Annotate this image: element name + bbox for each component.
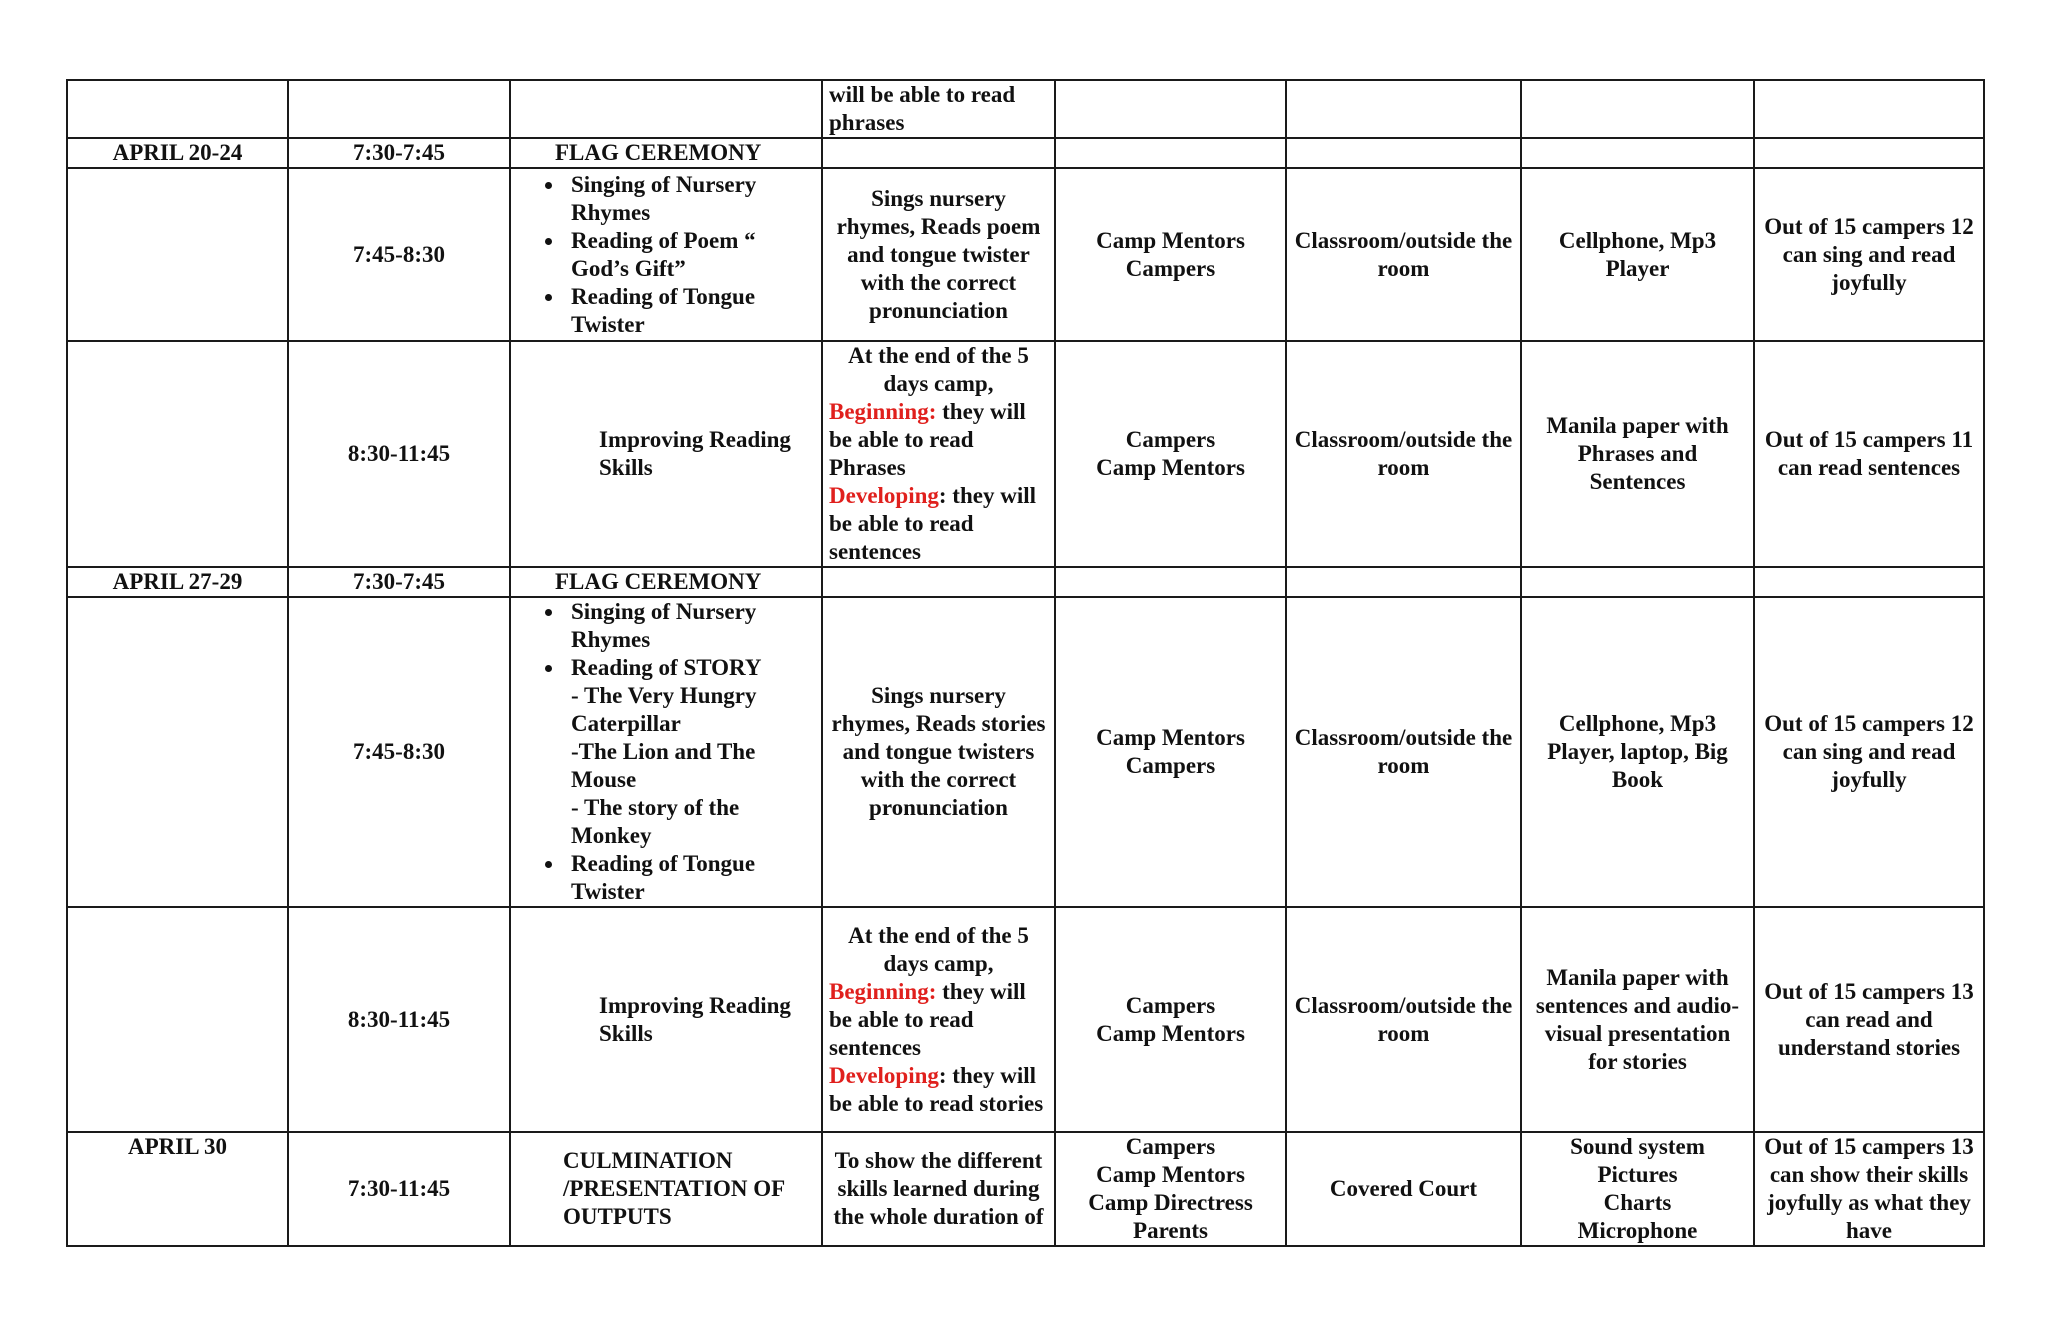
person-line: Campers: [1125, 992, 1216, 1018]
time-cell: 7:45-8:30: [288, 168, 510, 341]
venue-cell: [1286, 341, 1521, 567]
time-cell: 7:30-7:45: [288, 138, 510, 168]
activity-item: [565, 283, 815, 339]
objective-text: they will be able to read Phrases: [829, 399, 1026, 480]
objective-text: : they will be able to read sentences: [829, 483, 1036, 564]
time-cell: 8:30-11:45: [288, 907, 510, 1132]
time-cell: 7:45-8:30: [288, 597, 510, 907]
person-line: Camp Mentors: [1096, 725, 1245, 750]
story-title: - The Very Hungry Caterpillar: [571, 683, 757, 736]
schedule-row: [67, 1132, 1984, 1246]
resource-line: Cellphone, Mp3 Player, laptop, Big Book: [1547, 711, 1728, 792]
resources-cell: [1521, 567, 1754, 597]
schedule-body: [67, 80, 1984, 1246]
remark-text: Out of 15 campers 13 can read and understand stories: [1764, 978, 1974, 1060]
schedule-table: [66, 79, 1985, 1247]
objective-cell: [822, 597, 1055, 907]
venue-text: Classroom/outside the room: [1294, 992, 1513, 1046]
persons-cell: [1055, 80, 1286, 138]
objective-text: : they will be able to read stories: [829, 1062, 1044, 1116]
schedule-row: [67, 907, 1984, 1132]
story-title: - The story of the Monkey: [571, 795, 740, 848]
objective-cell: [822, 168, 1055, 341]
objective-text: At the end of the 5 days camp,: [848, 343, 1029, 396]
level-label: Developing: [829, 483, 939, 508]
remark-text: Out of 15 campers 11 can read sentences: [1764, 427, 1974, 480]
person-line: Camp Mentors: [1096, 227, 1245, 253]
persons-cell: [1055, 597, 1286, 907]
resource-line: Charts: [1603, 1190, 1672, 1215]
remark-text: Out of 15 campers 12 can sing and read joyfully: [1764, 711, 1974, 792]
venue-text: Classroom/outside the room: [1294, 227, 1513, 281]
objective-cell: [822, 567, 1055, 597]
date-cell: APRIL 27-29: [67, 567, 288, 597]
activity-text: Improving Reading Skills: [599, 992, 791, 1046]
activity-item-text: Singing of Nursery Rhymes: [571, 171, 757, 225]
schedule-row: [67, 567, 1984, 597]
venue-cell: [1286, 1132, 1521, 1246]
objective-cell: [822, 341, 1055, 567]
remarks-cell: [1754, 1132, 1984, 1246]
resource-line: Pictures: [1597, 1162, 1678, 1187]
activity-item: [565, 850, 815, 906]
remarks-cell: [1754, 597, 1984, 907]
person-line: Campers: [1125, 255, 1216, 281]
objective-text: To show the different skills learned during the whole duration of: [833, 1148, 1044, 1229]
objective-cell: [822, 1132, 1055, 1246]
activity-cell: [510, 1132, 822, 1246]
persons-cell: [1055, 907, 1286, 1132]
objective-text: At the end of the 5 days camp,: [848, 922, 1029, 976]
objective-cell: [822, 907, 1055, 1132]
venue-cell: [1286, 168, 1521, 341]
remarks-cell: [1754, 341, 1984, 567]
resources-cell: [1521, 168, 1754, 341]
activity-item-text: Reading of Tongue Twister: [571, 851, 756, 904]
venue-cell: [1286, 138, 1521, 168]
activity-list: [517, 598, 815, 906]
activity-text: Improving Reading Skills: [599, 427, 791, 480]
level-label: Beginning:: [829, 399, 937, 424]
venue-cell: [1286, 567, 1521, 597]
venue-cell: [1286, 597, 1521, 907]
venue-text: Classroom/outside the room: [1294, 427, 1513, 480]
remarks-cell: [1754, 138, 1984, 168]
schedule-row: [67, 341, 1984, 567]
remarks-cell: [1754, 907, 1984, 1132]
activity-cell: [510, 80, 822, 138]
date-cell: APRIL 30: [67, 1132, 288, 1246]
activity-cell: [510, 907, 822, 1132]
resources-cell: [1521, 138, 1754, 168]
time-cell: 7:30-11:45: [288, 1132, 510, 1246]
activity-list: [517, 171, 815, 339]
resource-line: Cellphone, Mp3 Player: [1558, 227, 1717, 281]
resources-cell: [1521, 80, 1754, 138]
resources-cell: [1521, 1132, 1754, 1246]
venue-cell: [1286, 907, 1521, 1132]
story-title: -The Lion and The Mouse: [571, 739, 756, 792]
person-line: Camp Mentors: [1096, 455, 1245, 480]
venue-text: Covered Court: [1329, 1176, 1478, 1201]
date-cell: [67, 168, 288, 341]
persons-cell: [1055, 138, 1286, 168]
schedule-row: [67, 80, 1984, 138]
date-cell: APRIL 20-24: [67, 138, 288, 168]
date-cell: [67, 907, 288, 1132]
objective-text: will be able to read phrases: [829, 82, 1016, 135]
activity-item: [565, 171, 815, 227]
activity-item-text: Reading of Poem “ God’s Gift”: [571, 227, 756, 281]
person-line: Parents: [1133, 1218, 1208, 1243]
resources-cell: [1521, 907, 1754, 1132]
activity-heading: FLAG CEREMONY: [555, 140, 762, 165]
person-line: Camp Mentors: [1096, 1162, 1245, 1187]
person-line: Campers: [1125, 753, 1216, 778]
objective-text: Sings nursery rhymes, Reads poem and tongue twister with the correct pronunciation: [836, 185, 1041, 323]
objective-text: they will be able to read sentences: [829, 978, 1026, 1060]
persons-cell: [1055, 567, 1286, 597]
remarks-cell: [1754, 567, 1984, 597]
activity-item-text: Reading of STORY: [571, 655, 762, 680]
venue-cell: [1286, 80, 1521, 138]
resources-cell: [1521, 597, 1754, 907]
resource-line: Manila paper with sentences and audio-visual presentation for stories: [1535, 964, 1740, 1074]
date-cell: [67, 80, 288, 138]
activity-item: [565, 227, 815, 283]
resource-line: Sound system: [1570, 1134, 1705, 1159]
activity-cell: [510, 567, 822, 597]
remarks-cell: [1754, 80, 1984, 138]
activity-item-text: Reading of Tongue Twister: [571, 283, 756, 337]
activity-item-text: Singing of Nursery Rhymes: [571, 599, 757, 652]
remarks-cell: [1754, 168, 1984, 341]
objective-text: Sings nursery rhymes, Reads stories and tongue twisters with the correct pronunciation: [831, 683, 1046, 820]
activity-heading: FLAG CEREMONY: [555, 569, 762, 594]
objective-cell: [822, 80, 1055, 138]
activity-cell: [510, 168, 822, 341]
persons-cell: [1055, 341, 1286, 567]
activity-cell: [510, 341, 822, 567]
schedule-row: [67, 168, 1984, 341]
person-line: Camp Mentors: [1096, 1020, 1245, 1046]
time-cell: 8:30-11:45: [288, 341, 510, 567]
date-cell: [67, 597, 288, 907]
persons-cell: [1055, 168, 1286, 341]
resource-line: Microphone: [1577, 1218, 1698, 1243]
persons-cell: [1055, 1132, 1286, 1246]
schedule-row: [67, 597, 1984, 907]
objective-cell: [822, 138, 1055, 168]
level-label: Beginning:: [829, 978, 937, 1004]
resource-line: Manila paper with Phrases and Sentences: [1546, 413, 1729, 494]
activity-item: [565, 598, 815, 654]
activity-cell: [510, 597, 822, 907]
remark-text: Out of 15 campers 12 can sing and read joyfully: [1764, 213, 1974, 295]
person-line: Camp Directress: [1088, 1190, 1253, 1215]
activity-item: [565, 654, 815, 850]
person-line: Campers: [1125, 427, 1216, 452]
schedule-row: [67, 138, 1984, 168]
date-cell: [67, 341, 288, 567]
resources-cell: [1521, 341, 1754, 567]
venue-text: Classroom/outside the room: [1294, 725, 1513, 778]
level-label: Developing: [829, 1062, 939, 1088]
person-line: Campers: [1125, 1134, 1216, 1159]
activity-text: CULMINATION /PRESENTATION OF OUTPUTS: [563, 1148, 785, 1229]
activity-cell: [510, 138, 822, 168]
remark-text: Out of 15 campers 13 can show their skills joyfully as what they have: [1764, 1134, 1974, 1243]
time-cell: [288, 80, 510, 138]
time-cell: 7:30-7:45: [288, 567, 510, 597]
